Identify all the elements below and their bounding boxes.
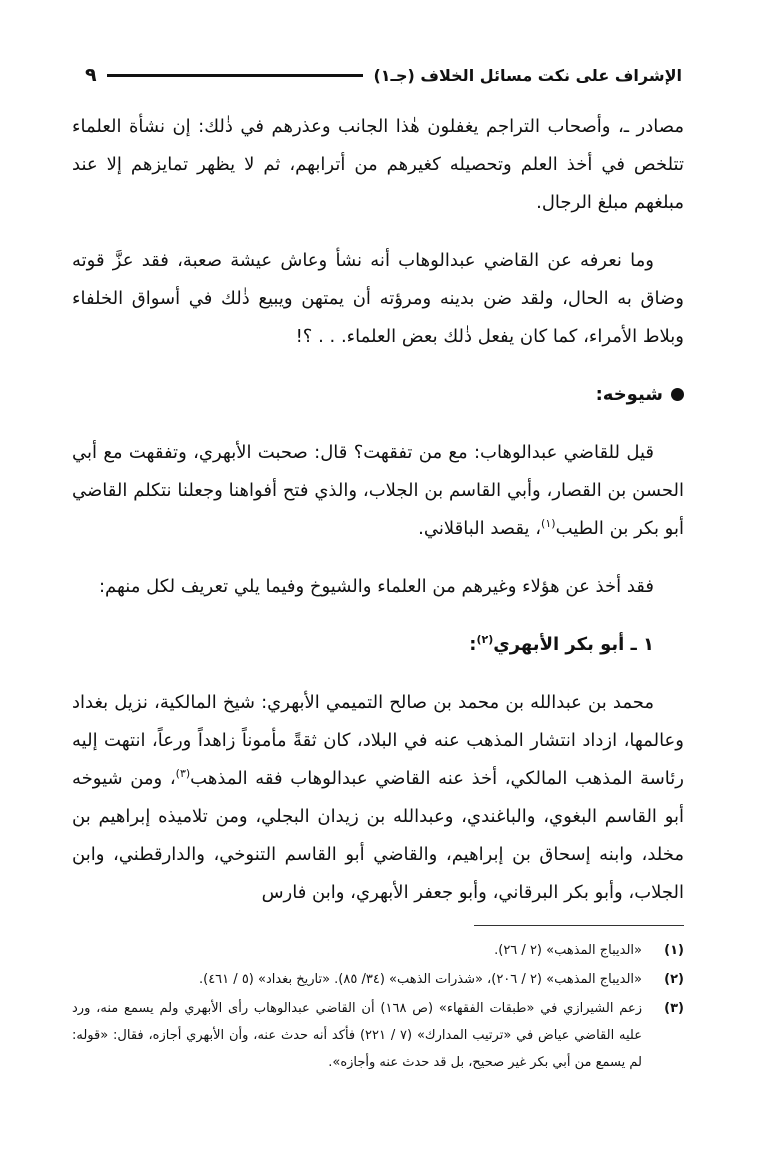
paragraph-abhari bbox=[72, 684, 684, 912]
footnote-ref-3[interactable]: (٣) bbox=[175, 767, 191, 780]
footnote-text: «الديباج المذهب» (٢ / ٢٠٦)، «شذرات الذهب» (٣٤/ ٨٥). «تاريخ بغداد» (٥ / ٤٦١). bbox=[198, 972, 642, 987]
paragraph-abhari-text: محمد بن عبدالله بن محمد بن صالح التميمي الأبهري: شيخ المالكية، نزيل بغداد وعالمها، ازداد انتشار المذهب عنه في البلاد، كان ثقةً مأموناً زاهداً ورعاً، انتهت إليه رئاسة المذهب المالكي، أخذ عنه القاضي عبدالوهاب فقه المذهب bbox=[72, 692, 684, 789]
header-rule bbox=[107, 74, 364, 77]
paragraph-shuyukh-tail: ، يقصد الباقلاني. bbox=[418, 518, 542, 539]
footnote-3 bbox=[72, 995, 684, 1076]
footnote-ref-2[interactable]: (٢) bbox=[476, 633, 494, 646]
footnote-2 bbox=[72, 966, 684, 993]
paragraph-shuyukh bbox=[72, 434, 684, 548]
footnote-separator bbox=[474, 925, 684, 926]
footnote-1 bbox=[72, 937, 684, 964]
footnote-number: (١) bbox=[664, 943, 684, 958]
subheading-text: ١ ـ أبو بكر الأبهري bbox=[493, 634, 654, 655]
footnotes bbox=[72, 937, 684, 1078]
section-heading-shuyukh bbox=[72, 376, 684, 414]
section-heading-text: شيوخه: bbox=[595, 384, 663, 405]
footnote-text: «الديباج المذهب» (٢ / ٢٦). bbox=[494, 943, 642, 958]
bullet-dot-icon bbox=[671, 388, 684, 401]
subheading-suffix: : bbox=[469, 634, 477, 655]
footnote-number: (٣) bbox=[664, 1001, 684, 1016]
running-title: الإشراف على نكت مسائل الخلاف (جـ١) bbox=[373, 65, 682, 85]
paragraph-intro: فقد أخذ عن هؤلاء وغيرهم من العلماء والشيوخ وفيما يلي تعريف لكل منهم: bbox=[98, 576, 654, 597]
body-text bbox=[72, 108, 684, 932]
paragraph-shuyukh-text: قيل للقاضي عبدالوهاب: مع من تفقهت؟ قال: صحبت الأبهري، وتفقهت مع أبي الحسن بن القصار، وأبي القاسم بن الجلاب، والذي فتح أفواهنا وجعلنا نتكلم القاضي أبو بكر بن الطيب bbox=[72, 442, 684, 539]
page-header bbox=[85, 60, 682, 90]
paragraph-upbringing: مصادر ـ، وأصحاب التراجم يغفلون هٰذا الجانب وعذرهم في ذٰلك: إن نشأة العلماء تتلخص في أخذ العلم وتحصيله كغيرهم من أترابهم، ثم لا يظهر تمايزهم إلا عند مبلغهم مبلغ الرجال. bbox=[72, 116, 684, 213]
footnote-number: (٢) bbox=[664, 972, 684, 987]
paragraph-hardship: وما نعرفه عن القاضي عبدالوهاب أنه نشأ وعاش عيشة صعبة، فقد عزَّ قوته وضاق به الحال، ولقد ضن بدينه ومرؤته أن يمتهن ويبيع ذٰلك في أسواق الخلفاء وبلاط الأمراء، كما كان يفعل ذٰلك بعض العلماء. . . ؟! bbox=[72, 250, 684, 347]
page-number: ٩ bbox=[85, 64, 97, 86]
subheading-abhari bbox=[72, 626, 684, 664]
footnote-text: زعم الشيرازي في «طبقات الفقهاء» (ص ١٦٨) أن القاضي عبدالوهاب رأى الأبهري ولم يسمع منه، ورد عليه القاضي عياض في «ترتيب المدارك» (٧ / ٢٢١) فأكد أنه حدث عنه، وأن الأبهري أجازه، فقال: «قوله: لم يسمع من أبي بكر غير صحيح، بل قد حدث عنه وأجازه». bbox=[72, 1001, 642, 1070]
footnote-ref-1[interactable]: (١) bbox=[541, 517, 556, 530]
paragraph-abhari-tail: ، ومن شيوخه أبو القاسم البغوي، والباغندي، وعبدالله بن زيدان البجلي، ومن تلاميذه إبراهيم بن مخلد، وابنه إسحاق بن إبراهيم، والقاضي أبو القاسم التنوخي، والدارقطني، وابن الجلاب، وأبو بكر البرقاني، وأبو جعفر الأبهري، وابن فارس bbox=[72, 768, 684, 903]
